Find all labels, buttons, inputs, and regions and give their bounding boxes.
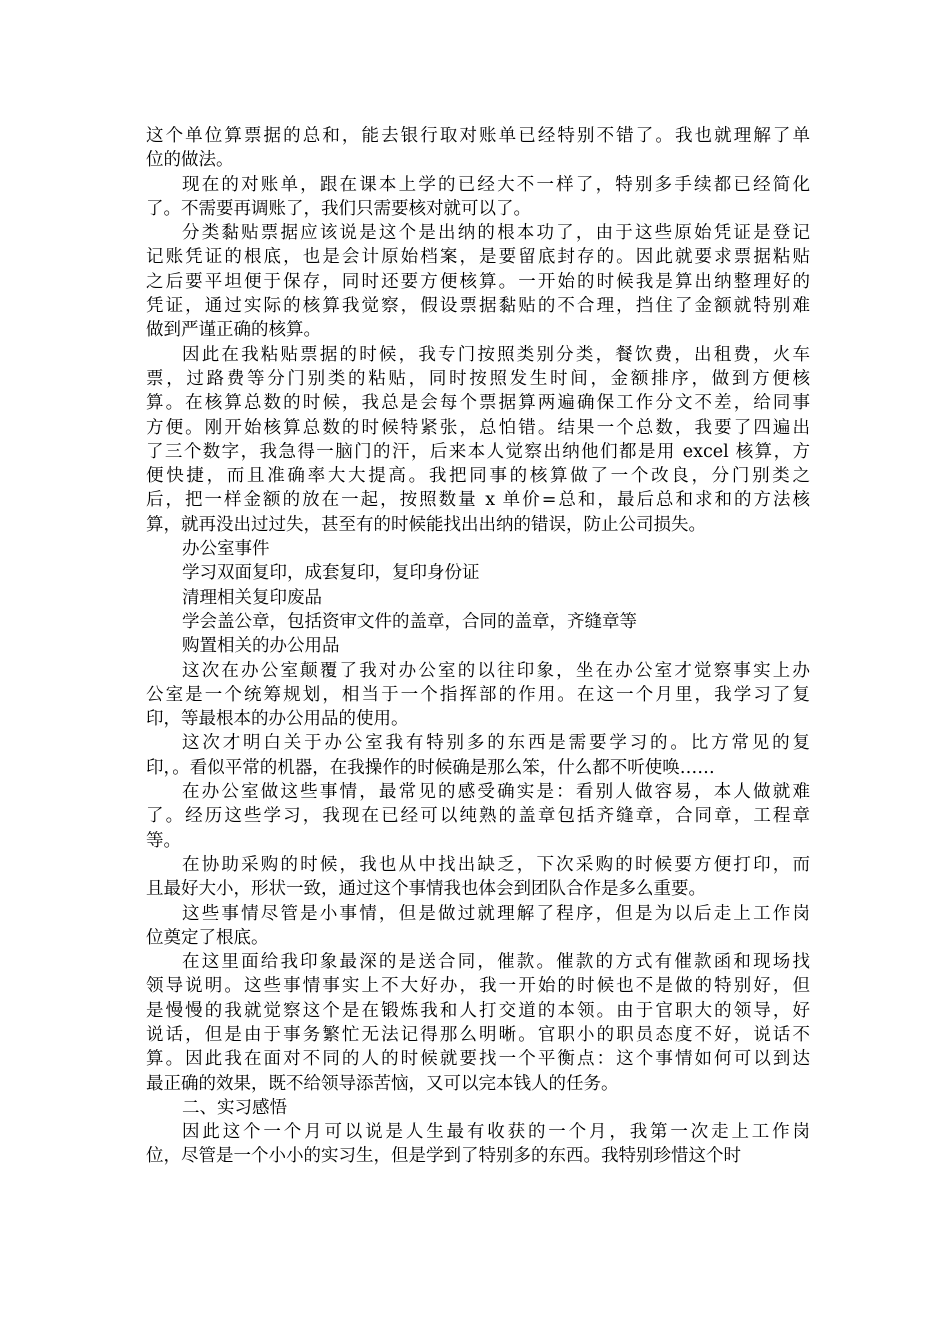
text-line: 位，尽管是一个小小的实习生，但是学到了特别多的东西。我特别珍惜这个时 — [146, 1146, 741, 1167]
text-line: 位奠定了根底。 — [146, 927, 269, 948]
paragraph — [146, 780, 810, 853]
text-line: 算。因此我在面对不同的人的时候就要找一个平衡点：这个事情如何可以到达 — [146, 1049, 810, 1070]
paragraph — [146, 1120, 810, 1169]
paragraph — [146, 221, 810, 342]
text-line: 凭证，通过实际的核算我觉察，假设票据黏贴的不合理，挡住了金额就特别难 — [146, 296, 810, 317]
text-line: 记账凭证的根底，也是会计原始档案，是要留底封存的。因此就要求票据粘贴 — [146, 247, 810, 268]
paragraph — [146, 586, 810, 610]
text-line: 算。在核算总数的时候，我总是会每个票据算两遍确保工作分文不差，给同事 — [146, 393, 810, 414]
paragraph — [146, 731, 810, 780]
paragraph — [146, 343, 810, 537]
text-line: 在这里面给我印象最深的是送合同，催款。催款的方式有催款函和现场找 — [182, 952, 810, 973]
text-line: 在办公室做这些事情，最常见的感受确实是：看别人做容易，本人做就难 — [182, 782, 810, 803]
text-line: 在协助采购的时候，我也从中找出缺乏，下次采购的时候要方便打印，而 — [182, 854, 810, 875]
text-line: 算，就再没出过过失，甚至有的时候能找出出纳的错误，防止公司损失。 — [146, 514, 706, 535]
text-line: 学习双面复印，成套复印，复印身份证 — [182, 563, 480, 584]
text-line: 办公室事件 — [182, 539, 270, 560]
paragraph — [146, 950, 810, 1096]
text-line: 印，。看似平常的机器，在我操作的时候确是那么笨，什么都不听使唤…… — [146, 757, 715, 778]
text-line: 购置相关的办公用品 — [182, 636, 340, 657]
text-line: 做到严谨正确的核算。 — [146, 320, 321, 341]
text-line: 是慢慢的我就觉察这个是在锻炼我和人打交道的本领。由于官职大的领导，好 — [146, 1000, 810, 1021]
text-line: 这次在办公室颠覆了我对办公室的以往印象，坐在办公室才觉察事实上办 — [182, 660, 810, 681]
paragraph — [146, 537, 810, 561]
text-line: 因此这个一个月可以说是人生最有收获的一个月，我第一次走上工作岗 — [182, 1122, 810, 1143]
text-line: 清理相关复印废品 — [182, 587, 322, 608]
paragraph — [146, 659, 810, 732]
text-line: 领导说明。这些事情事实上不大好办，我一开始的时候也不是做的特别好，但 — [146, 976, 810, 997]
paragraph — [146, 124, 810, 173]
text-line: 印，等最根本的办公用品的使用。 — [146, 709, 409, 730]
paragraph — [146, 610, 810, 634]
text-line: 这个单位算票据的总和，能去银行取对账单已经特别不错了。我也就理解了单 — [146, 126, 810, 146]
text-line: 了。经历这些学习，我现在已经可以纯熟的盖章包括齐缝章，合同章，工程章 — [146, 806, 810, 827]
text-line: 这些事情尽管是小事情，但是做过就理解了程序，但是为以后走上工作岗 — [182, 903, 810, 924]
text-line: 了。不需要再调账了，我们只需要核对就可以了。 — [146, 198, 531, 219]
text-line: 说话，但是由于事务繁忙无法记得那么明晰。官职小的职员态度不好，说话不 — [146, 1024, 810, 1045]
text-line: 位的做法。 — [146, 150, 234, 171]
text-line: 便快捷，而且准确率大大提高。我把同事的核算做了一个改良，分门别类之 — [146, 466, 810, 487]
document-body — [146, 124, 810, 1169]
paragraph — [146, 853, 810, 902]
text-line: 之后要平坦便于保存，同时还要方便核算。一开始的时候我是算出纳整理好的 — [146, 271, 810, 292]
text-line: 这次才明白关于办公室我有特别多的东西是需要学习的。比方常见的复 — [182, 733, 810, 754]
text-line: 现在的对账单，跟在课本上学的已经大不一样了，特别多手续都已经简化 — [182, 174, 810, 195]
text-line: 后，把一样金额的放在一起，按照数量 x 单价=总和，最后总和求和的方法核 — [146, 490, 810, 511]
text-line: 且最好大小，形状一致，通过这个事情我也体会到团队合作是多么重要。 — [146, 879, 706, 900]
text-line: 公室是一个统筹规划，相当于一个指挥部的作用。在这一个月里，我学习了复 — [146, 684, 810, 705]
text-line: 学会盖公章，包括资审文件的盖章，合同的盖章，齐缝章等 — [182, 611, 637, 632]
text-line: 因此在我粘贴票据的时候，我专门按照类别分类，餐饮费，出租费，火车 — [182, 344, 810, 365]
text-line: 等。 — [146, 830, 181, 851]
text-line: 最正确的效果，既不给领导添苦恼，又可以完本钱人的任务。 — [146, 1073, 619, 1094]
text-line: 二、实习感悟 — [182, 1097, 287, 1118]
paragraph — [146, 634, 810, 658]
paragraph — [146, 561, 810, 585]
paragraph — [146, 1096, 810, 1120]
paragraph — [146, 902, 810, 951]
text-line: 方便。刚开始核算总数的时候特紧张，总怕错。结果一个总数，我要了四遍出 — [146, 417, 810, 438]
text-line: 票，过路费等分门别类的粘贴，同时按照发生时间，金额排序，做到方便核 — [146, 368, 810, 389]
text-line: 分类黏贴票据应该说是这个是出纳的根本功了，由于这些原始凭证是登记 — [182, 223, 810, 244]
text-line: 了三个数字，我急得一脑门的汗，后来本人觉察出纳他们都是用 excel 核算，方 — [146, 441, 810, 462]
paragraph — [146, 173, 810, 222]
